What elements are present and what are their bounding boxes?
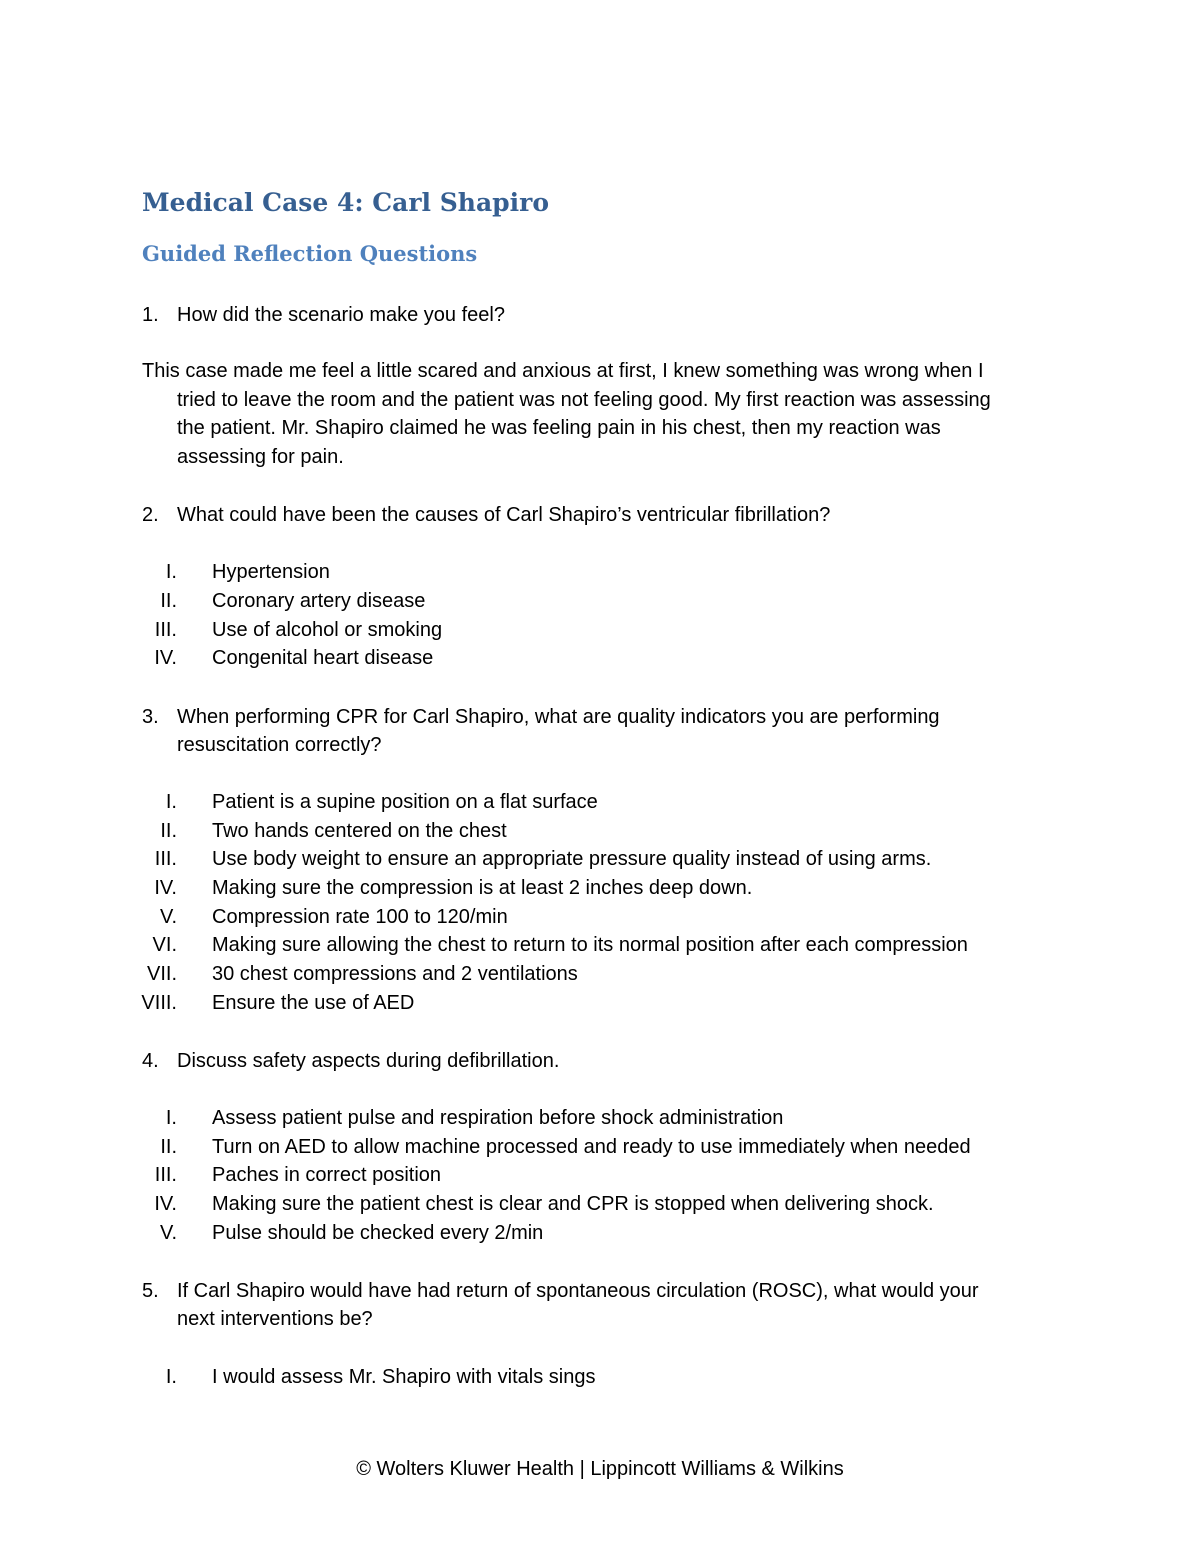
list-item-text: Ensure the use of AED (212, 992, 415, 1014)
question-number: 5. (142, 1280, 159, 1302)
roman-numeral: IV. (154, 877, 177, 899)
roman-numeral: II. (160, 590, 177, 612)
roman-numeral: V. (159, 1222, 177, 1244)
section-subtitle: Guided Reflection Questions (142, 241, 478, 266)
list-item-text: Use of alcohol or smoking (212, 619, 443, 641)
roman-numeral: I. (165, 1366, 177, 1388)
list-item-text: Pulse should be checked every 2/min (212, 1222, 544, 1244)
roman-numeral: II. (160, 820, 177, 842)
roman-numeral: I. (165, 1107, 177, 1129)
roman-numeral: V. (159, 906, 177, 928)
page-footer: © Wolters Kluwer Health | Lippincott Williams & Wilkins (356, 1458, 844, 1480)
list-item-text: Use body weight to ensure an appropriate pressure quality instead of using arms. (212, 848, 932, 870)
list-item-text: 30 chest compressions and 2 ventilations (212, 963, 578, 985)
answer-text: tried to leave the room and the patient was not feeling good. My first reaction was assessing (177, 389, 991, 411)
question-number: 1. (142, 304, 159, 326)
roman-numeral: III. (154, 848, 177, 870)
roman-numeral: IV. (154, 647, 177, 669)
roman-numeral: VII. (146, 963, 177, 985)
list-item-text: Paches in correct position (212, 1164, 442, 1186)
roman-numeral: I. (165, 791, 177, 813)
list-item-text: Coronary artery disease (212, 590, 426, 612)
question-number: 3. (142, 706, 159, 728)
roman-numeral: VIII. (141, 992, 177, 1014)
list-item-text: I would assess Mr. Shapiro with vitals sings (212, 1366, 596, 1388)
list-item-text: Two hands centered on the chest (212, 820, 507, 842)
roman-numeral: I. (165, 561, 177, 583)
answer-text: the patient. Mr. Shapiro claimed he was feeling pain in his chest, then my reaction was (177, 417, 941, 439)
question-text: What could have been the causes of Carl Shapiro’s ventricular fibrillation? (177, 504, 831, 526)
answer-text: assessing for pain. (177, 446, 344, 468)
question-text: resuscitation correctly? (177, 734, 382, 756)
question-text: How did the scenario make you feel? (177, 304, 505, 326)
question-text: If Carl Shapiro would have had return of spontaneous circulation (ROSC), what would your (177, 1280, 979, 1302)
list-item-text: Patient is a supine position on a flat surface (212, 791, 598, 813)
roman-numeral: IV. (154, 1193, 177, 1215)
roman-numeral: III. (154, 619, 177, 641)
list-item-text: Making sure allowing the chest to return to its normal position after each compression (212, 934, 968, 956)
question-text: next interventions be? (177, 1308, 373, 1330)
question-text: Discuss safety aspects during defibrillation. (177, 1050, 560, 1072)
list-item-text: Hypertension (212, 561, 330, 583)
list-item-text: Turn on AED to allow machine processed and ready to use immediately when needed (212, 1136, 971, 1158)
roman-numeral: III. (154, 1164, 177, 1186)
question-text: When performing CPR for Carl Shapiro, what are quality indicators you are performing (177, 706, 940, 728)
answer-text: This case made me feel a little scared and anxious at first, I knew something was wrong when I (142, 360, 984, 382)
list-item-text: Making sure the patient chest is clear and CPR is stopped when delivering shock. (212, 1193, 934, 1215)
list-item-text: Making sure the compression is at least 2 inches deep down. (212, 877, 753, 899)
list-item-text: Assess patient pulse and respiration before shock administration (212, 1107, 784, 1129)
question-number: 4. (142, 1050, 159, 1072)
document-title: Medical Case 4: Carl Shapiro (142, 188, 550, 217)
list-item-text: Compression rate 100 to 120/min (212, 906, 508, 928)
question-number: 2. (142, 504, 159, 526)
roman-numeral: II. (160, 1136, 177, 1158)
list-item-text: Congenital heart disease (212, 647, 434, 669)
roman-numeral: VI. (152, 934, 177, 956)
